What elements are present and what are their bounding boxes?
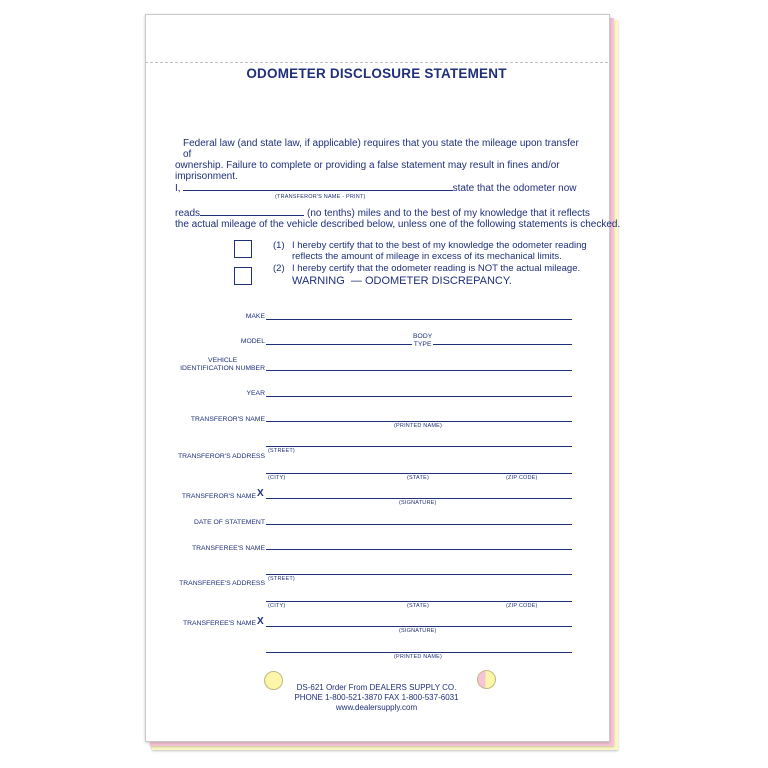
transferee-street-caption: (STREET) <box>268 576 295 582</box>
transferee-city-state-zip-field[interactable] <box>266 601 572 602</box>
statement-1-line-1: I hereby certify that to the best of my knowledge the odometer reading <box>292 240 587 251</box>
transferee-name-label: TRANSFEREE'S NAME <box>191 545 265 552</box>
transferee-signature-caption: (SIGNATURE) <box>399 628 437 634</box>
certify-not-actual-mileage-checkbox[interactable] <box>234 267 252 285</box>
footer-website: www.dealersupply.com <box>335 703 418 712</box>
transferor-name-caption: (TRANSFEROR'S NAME - PRINT) <box>275 194 366 200</box>
statement-2-number: (2) <box>273 263 285 274</box>
transferor-city-state-zip-field[interactable] <box>266 473 572 474</box>
footer-phone-line: PHONE 1-800-521-3870 FAX 1-800-537-6031 <box>294 693 459 702</box>
make-field[interactable] <box>266 319 572 320</box>
transferee-signature-x-mark: X <box>257 616 264 627</box>
transferee-street-field[interactable] <box>266 574 572 575</box>
body-type-label-line-2: TYPE <box>413 341 432 348</box>
reads-suffix: (no tenths) miles and to the best of my knowledge that it reflects <box>307 208 590 219</box>
statement-1 <box>273 241 603 263</box>
footer-order-line: DS-621 Order From DEALERS SUPPLY CO. <box>296 683 457 692</box>
make-label: MAKE <box>245 313 265 320</box>
transferor-signature-x-mark: X <box>257 488 264 499</box>
transferee-name-field[interactable] <box>266 549 572 550</box>
transferee-printed-name-field[interactable] <box>266 652 572 653</box>
statement-1-line-2: reflects the amount of mileage in excess of its mechanical limits. <box>292 250 562 262</box>
intro-paragraph <box>175 138 585 182</box>
model-field[interactable] <box>266 344 412 345</box>
form-title: ODOMETER DISCLOSURE STATEMENT <box>246 66 507 81</box>
model-label: MODEL <box>240 338 265 345</box>
transferor-signature-label: TRANSFEROR'S NAME <box>181 493 256 500</box>
odometer-discrepancy-warning <box>292 275 512 287</box>
transferor-name-field[interactable] <box>266 421 572 422</box>
perforation-line <box>145 62 608 63</box>
transferor-signature-field[interactable] <box>266 498 572 499</box>
warning-text: ODOMETER DISCREPANCY. <box>364 275 512 287</box>
form-footer <box>145 683 608 713</box>
vin-label-line-2: IDENTIFICATION NUMBER <box>180 365 265 372</box>
transferor-statement-line <box>175 183 577 194</box>
year-field[interactable] <box>266 396 572 397</box>
intro-line-1: Federal law (and state law, if applicable) requires that you state the mileage upon transfer of <box>183 138 579 160</box>
date-of-statement-field[interactable] <box>266 524 572 525</box>
transferee-zip-caption: (ZIP CODE) <box>506 603 538 609</box>
vin-field[interactable] <box>266 370 572 371</box>
year-label: YEAR <box>246 390 265 397</box>
statement-1-number: (1) <box>273 240 285 251</box>
transferee-city-caption: (CITY) <box>268 603 286 609</box>
white-form-sheet <box>145 14 610 742</box>
transferee-printed-name-caption: (PRINTED NAME) <box>394 654 443 660</box>
transferor-city-caption: (CITY) <box>268 475 286 481</box>
transferor-suffix: state that the odometer now <box>452 183 577 194</box>
vin-label <box>180 357 265 373</box>
warning-dash: — <box>350 275 362 287</box>
reads-line-2: the actual mileage of the vehicle described below, unless one of the following statements is checked. <box>175 219 621 230</box>
transferor-street-field[interactable] <box>266 446 572 447</box>
date-of-statement-label: DATE OF STATEMENT <box>194 519 265 526</box>
reads-prefix: reads <box>175 208 201 219</box>
body-type-field[interactable] <box>433 344 572 345</box>
transferor-name-blank[interactable] <box>183 190 453 191</box>
transferor-street-caption: (STREET) <box>268 448 295 454</box>
odometer-reading-blank[interactable] <box>200 215 304 216</box>
transferor-signature-caption: (SIGNATURE) <box>399 500 437 506</box>
reads-line <box>175 208 590 219</box>
warning-word: WARNING <box>292 275 345 287</box>
body-type-label <box>413 333 432 349</box>
body-type-label-line-1: BODY <box>413 333 433 340</box>
transferor-address-label: TRANSFEROR'S ADDRESS <box>177 453 265 460</box>
certify-mechanical-limits-checkbox[interactable] <box>234 240 252 258</box>
transferee-state-caption: (STATE) <box>407 603 429 609</box>
transferee-signature-label: TRANSFEREE'S NAME <box>182 620 256 627</box>
transferor-zip-caption: (ZIP CODE) <box>506 475 538 481</box>
transferor-prefix: I, <box>175 183 181 194</box>
statement-2-line-1: I hereby certify that the odometer reading is NOT the actual mileage. <box>292 263 581 274</box>
transferor-name-label: TRANSFEROR'S NAME <box>190 416 265 423</box>
vin-label-line-1: VEHICLE <box>208 357 238 364</box>
transferor-printed-name-caption: (PRINTED NAME) <box>394 423 443 429</box>
intro-line-2: ownership. Failure to complete or providing a false statement may result in fines and/or <box>175 160 560 171</box>
transferee-signature-field[interactable] <box>266 626 572 627</box>
intro-line-3: imprisonment. <box>175 171 238 182</box>
transferor-state-caption: (STATE) <box>407 475 429 481</box>
transferee-address-label: TRANSFEREE'S ADDRESS <box>179 580 265 587</box>
